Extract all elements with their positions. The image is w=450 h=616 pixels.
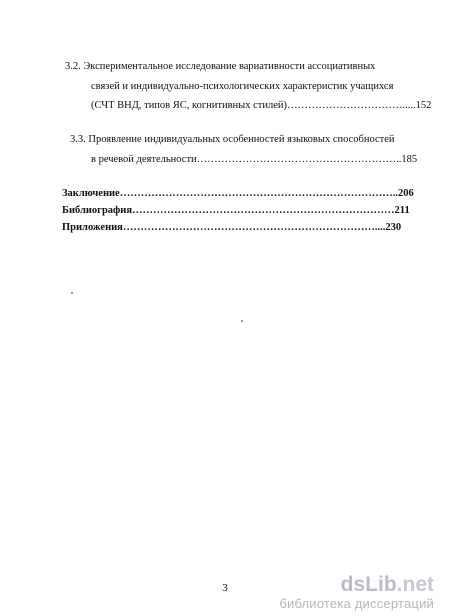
toc-entry-3-2-line-1: 3.2. Экспериментальное исследование вариативности ассоциативных [65, 61, 376, 72]
scan-speck [241, 320, 243, 322]
watermark-logo-main: dsLib [340, 573, 397, 596]
scan-speck [71, 292, 73, 294]
toc-conclusion: Заключение……………………………………………………………………..206 [62, 188, 414, 199]
toc-entry-3-3-line-2: в речевой деятельности…………………………………………………..185 [91, 154, 418, 165]
toc-entry-3-2-line-2: связей и индивидуально-психологических характеристик учащихся [91, 81, 394, 92]
watermark-subtitle: библиотека диссертаций [279, 596, 434, 611]
toc-appendices: Приложения………………………………………………………………....230 [62, 222, 402, 233]
watermark [279, 574, 434, 611]
watermark-logo-suffix: .net [396, 573, 434, 596]
toc-entry-3-3-line-1: 3.3. Проявление индивидуальных особенностей языковых способностей [70, 134, 395, 145]
watermark-logo [279, 574, 434, 596]
toc-entry-3-2-line-3: (СЧТ ВНД, типов ЯС, когнитивных стилей)…………………………….....152 [91, 100, 432, 111]
toc-bibliography: Библиография…………………………………………………………………211 [62, 205, 410, 216]
page-number: 3 [222, 582, 228, 594]
